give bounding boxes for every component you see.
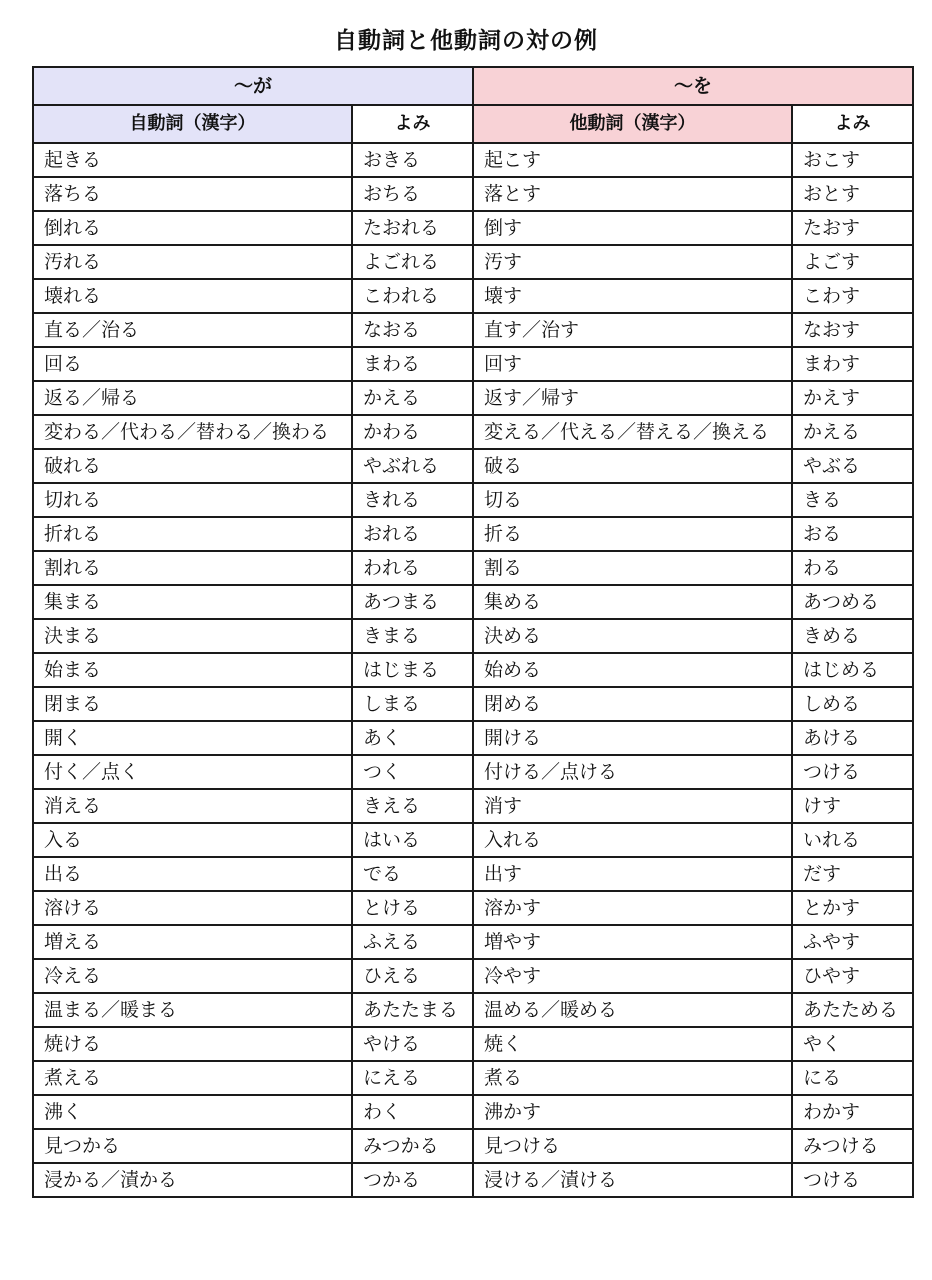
intransitive-kanji-cell: 破れる (33, 449, 352, 483)
intransitive-kanji-cell: 起きる (33, 143, 352, 177)
intransitive-reading-cell: とける (352, 891, 473, 925)
transitive-reading-cell: こわす (792, 279, 913, 313)
table-row (33, 211, 913, 245)
table-row (33, 449, 913, 483)
intransitive-reading-cell: かえる (352, 381, 473, 415)
intransitive-kanji-cell: 閉まる (33, 687, 352, 721)
intransitive-kanji-cell: 直る／治る (33, 313, 352, 347)
intransitive-reading-cell: あたたまる (352, 993, 473, 1027)
intransitive-reading-cell: つく (352, 755, 473, 789)
intransitive-reading-cell: まわる (352, 347, 473, 381)
intransitive-kanji-cell: 付く／点く (33, 755, 352, 789)
transitive-kanji-cell: 折る (473, 517, 792, 551)
table-row (33, 585, 913, 619)
transitive-reading-cell: しめる (792, 687, 913, 721)
intransitive-reading-cell: おれる (352, 517, 473, 551)
intransitive-reading-cell: やぶれる (352, 449, 473, 483)
table-row (33, 857, 913, 891)
transitive-reading-cell: ひやす (792, 959, 913, 993)
transitive-reading-cell: あつめる (792, 585, 913, 619)
intransitive-reading-cell: たおれる (352, 211, 473, 245)
intransitive-reading-cell: よごれる (352, 245, 473, 279)
transitive-kanji-cell: 倒す (473, 211, 792, 245)
transitive-kanji-cell: 回す (473, 347, 792, 381)
transitive-reading-cell: だす (792, 857, 913, 891)
table-row (33, 755, 913, 789)
transitive-reading-cell: みつける (792, 1129, 913, 1163)
transitive-reading-cell: おこす (792, 143, 913, 177)
table-row (33, 483, 913, 517)
page-title: 自動詞と他動詞の対の例 (334, 28, 598, 54)
transitive-reading-cell: はじめる (792, 653, 913, 687)
transitive-reading-cell: とかす (792, 891, 913, 925)
intransitive-kanji-cell: 集まる (33, 585, 352, 619)
intransitive-kanji-cell: 始まる (33, 653, 352, 687)
intransitive-reading-cell: わく (352, 1095, 473, 1129)
transitive-reading-header: よみ (792, 105, 913, 143)
intransitive-kanji-cell: 倒れる (33, 211, 352, 245)
transitive-kanji-cell: 煮る (473, 1061, 792, 1095)
intransitive-kanji-cell: 温まる／暖まる (33, 993, 352, 1027)
transitive-reading-cell: ふやす (792, 925, 913, 959)
transitive-kanji-cell: 冷やす (473, 959, 792, 993)
transitive-kanji-cell: 付ける／点ける (473, 755, 792, 789)
intransitive-kanji-cell: 決まる (33, 619, 352, 653)
transitive-kanji-cell: 溶かす (473, 891, 792, 925)
intransitive-kanji-cell: 溶ける (33, 891, 352, 925)
intransitive-reading-cell: きえる (352, 789, 473, 823)
intransitive-kanji-cell: 壊れる (33, 279, 352, 313)
transitive-kanji-cell: 増やす (473, 925, 792, 959)
transitive-reading-cell: なおす (792, 313, 913, 347)
intransitive-reading-cell: ひえる (352, 959, 473, 993)
intransitive-reading-cell: ふえる (352, 925, 473, 959)
intransitive-kanji-cell: 変わる／代わる／替わる／換わる (33, 415, 352, 449)
wo-group-header: 〜を (473, 67, 913, 105)
transitive-kanji-cell: 切る (473, 483, 792, 517)
transitive-kanji-cell: 始める (473, 653, 792, 687)
table-row (33, 687, 913, 721)
transitive-reading-cell: たおす (792, 211, 913, 245)
table-row (33, 245, 913, 279)
table-row (33, 891, 913, 925)
intransitive-kanji-cell: 浸かる／漬かる (33, 1163, 352, 1197)
transitive-reading-cell: かえる (792, 415, 913, 449)
table-row (33, 925, 913, 959)
table-row (33, 143, 913, 177)
intransitive-reading-cell: しまる (352, 687, 473, 721)
intransitive-kanji-cell: 焼ける (33, 1027, 352, 1061)
table-row (33, 1027, 913, 1061)
table-row (33, 177, 913, 211)
intransitive-kanji-cell: 開く (33, 721, 352, 755)
transitive-kanji-cell: 壊す (473, 279, 792, 313)
transitive-reading-cell: おとす (792, 177, 913, 211)
table-row (33, 823, 913, 857)
table-row (33, 1129, 913, 1163)
intransitive-kanji-cell: 出る (33, 857, 352, 891)
transitive-kanji-cell: 破る (473, 449, 792, 483)
intransitive-kanji-cell: 折れる (33, 517, 352, 551)
intransitive-kanji-header: 自動詞（漢字） (33, 105, 352, 143)
table-row (33, 1163, 913, 1197)
transitive-reading-cell: けす (792, 789, 913, 823)
intransitive-reading-cell: なおる (352, 313, 473, 347)
intransitive-reading-cell: あく (352, 721, 473, 755)
intransitive-reading-cell: われる (352, 551, 473, 585)
transitive-reading-cell: あける (792, 721, 913, 755)
intransitive-reading-cell: こわれる (352, 279, 473, 313)
transitive-kanji-cell: 開ける (473, 721, 792, 755)
transitive-reading-cell: かえす (792, 381, 913, 415)
table-row (33, 721, 913, 755)
transitive-kanji-cell: 沸かす (473, 1095, 792, 1129)
intransitive-kanji-cell: 入る (33, 823, 352, 857)
transitive-reading-cell: おる (792, 517, 913, 551)
intransitive-reading-cell: みつかる (352, 1129, 473, 1163)
intransitive-reading-cell: あつまる (352, 585, 473, 619)
verb-pair-table (32, 66, 914, 1198)
transitive-kanji-cell: 入れる (473, 823, 792, 857)
transitive-reading-cell: あたためる (792, 993, 913, 1027)
table-row (33, 347, 913, 381)
transitive-reading-cell: いれる (792, 823, 913, 857)
table-row (33, 381, 913, 415)
column-header-row (33, 105, 913, 143)
intransitive-reading-cell: でる (352, 857, 473, 891)
transitive-kanji-cell: 変える／代える／替える／換える (473, 415, 792, 449)
transitive-kanji-cell: 割る (473, 551, 792, 585)
intransitive-kanji-cell: 冷える (33, 959, 352, 993)
intransitive-reading-cell: おちる (352, 177, 473, 211)
transitive-reading-cell: わる (792, 551, 913, 585)
transitive-kanji-cell: 起こす (473, 143, 792, 177)
intransitive-kanji-cell: 割れる (33, 551, 352, 585)
intransitive-kanji-cell: 沸く (33, 1095, 352, 1129)
transitive-kanji-cell: 落とす (473, 177, 792, 211)
table-row (33, 993, 913, 1027)
table-row (33, 517, 913, 551)
transitive-reading-cell: まわす (792, 347, 913, 381)
intransitive-kanji-cell: 切れる (33, 483, 352, 517)
table-body (33, 143, 913, 1197)
ga-group-header: 〜が (33, 67, 473, 105)
transitive-reading-cell: にる (792, 1061, 913, 1095)
intransitive-kanji-cell: 増える (33, 925, 352, 959)
transitive-kanji-cell: 決める (473, 619, 792, 653)
intransitive-reading-cell: やける (352, 1027, 473, 1061)
transitive-reading-cell: やぶる (792, 449, 913, 483)
transitive-reading-cell: やく (792, 1027, 913, 1061)
intransitive-reading-cell: きまる (352, 619, 473, 653)
table-row (33, 959, 913, 993)
table-row (33, 551, 913, 585)
intransitive-reading-cell: おきる (352, 143, 473, 177)
intransitive-reading-cell: かわる (352, 415, 473, 449)
table-row (33, 1095, 913, 1129)
transitive-kanji-cell: 閉める (473, 687, 792, 721)
table-row (33, 1061, 913, 1095)
intransitive-kanji-cell: 見つかる (33, 1129, 352, 1163)
transitive-kanji-header: 他動詞（漢字） (473, 105, 792, 143)
intransitive-kanji-cell: 落ちる (33, 177, 352, 211)
intransitive-reading-cell: きれる (352, 483, 473, 517)
intransitive-kanji-cell: 返る／帰る (33, 381, 352, 415)
transitive-reading-cell: わかす (792, 1095, 913, 1129)
intransitive-reading-cell: にえる (352, 1061, 473, 1095)
table-row (33, 619, 913, 653)
transitive-kanji-cell: 出す (473, 857, 792, 891)
transitive-kanji-cell: 浸ける／漬ける (473, 1163, 792, 1197)
intransitive-reading-cell: はいる (352, 823, 473, 857)
transitive-kanji-cell: 返す／帰す (473, 381, 792, 415)
table-row (33, 653, 913, 687)
intransitive-kanji-cell: 回る (33, 347, 352, 381)
intransitive-kanji-cell: 汚れる (33, 245, 352, 279)
transitive-kanji-cell: 集める (473, 585, 792, 619)
table-row (33, 789, 913, 823)
transitive-kanji-cell: 温める／暖める (473, 993, 792, 1027)
intransitive-kanji-cell: 煮える (33, 1061, 352, 1095)
transitive-kanji-cell: 見つける (473, 1129, 792, 1163)
intransitive-kanji-cell: 消える (33, 789, 352, 823)
transitive-reading-cell: つける (792, 1163, 913, 1197)
transitive-reading-cell: つける (792, 755, 913, 789)
transitive-kanji-cell: 汚す (473, 245, 792, 279)
transitive-kanji-cell: 焼く (473, 1027, 792, 1061)
table-row (33, 279, 913, 313)
transitive-kanji-cell: 直す／治す (473, 313, 792, 347)
intransitive-reading-header: よみ (352, 105, 473, 143)
transitive-kanji-cell: 消す (473, 789, 792, 823)
group-header-row (33, 67, 913, 105)
intransitive-reading-cell: つかる (352, 1163, 473, 1197)
transitive-reading-cell: きる (792, 483, 913, 517)
transitive-reading-cell: よごす (792, 245, 913, 279)
table-row (33, 313, 913, 347)
intransitive-reading-cell: はじまる (352, 653, 473, 687)
transitive-reading-cell: きめる (792, 619, 913, 653)
table-row (33, 415, 913, 449)
